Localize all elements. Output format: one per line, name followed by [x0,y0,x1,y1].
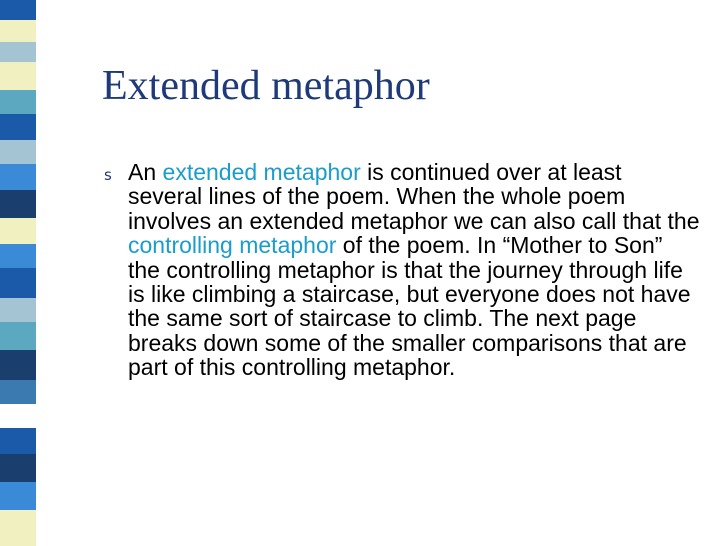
stripe-block [0,90,36,114]
stripe-block [0,454,36,482]
stripe-block [0,0,36,20]
stripe-block [0,218,36,244]
stripe-block [0,404,36,428]
stripe-block [0,164,36,190]
stripe-block [0,428,36,454]
stripe-block [0,298,36,322]
stripe-block [0,482,36,510]
stripe-block [0,268,36,298]
stripe-block [0,62,36,90]
stripe-block [0,20,36,42]
stripe-block [0,42,36,62]
term-controlling-metaphor: controlling metaphor [128,232,337,259]
stripe-block [0,350,36,380]
term-extended-metaphor: extended metaphor [162,159,361,185]
bullet-text-part3: of the poem. In “Mother to Son” the controlling metaphor is that the journey through life is like climbing a staircase, but everyone does not have the same sort of staircase to climb. The next page breaks down some of the smaller comparisons that are part of this controlling metaphor. [128,232,691,381]
bullet-text-part2: is continued over at least several lines of the poem. When the whole poem involves an extended metaphor we can also call that the [128,159,700,234]
stripe-block [0,244,36,268]
stripe-block [0,510,36,546]
bullet-text-part1: An [128,159,163,185]
stripe-block [0,114,36,140]
stripe-block [0,190,36,218]
decorative-stripe [0,0,36,546]
stripe-block [0,322,36,350]
stripe-block [0,380,36,404]
bullet-text [128,160,700,380]
stripe-block [0,140,36,164]
bullet-marker: s [104,166,112,184]
slide-title: Extended metaphor [102,63,430,109]
